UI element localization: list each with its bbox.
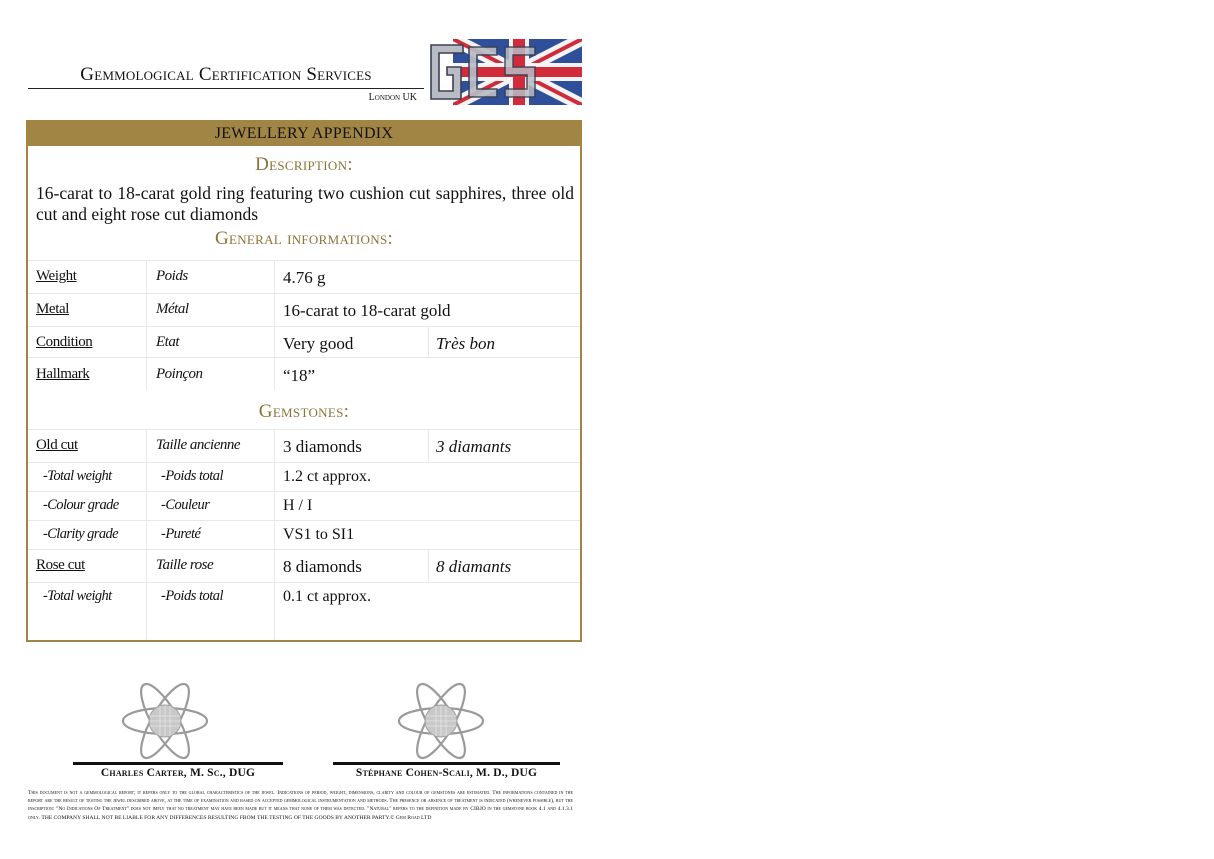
value-fr: 8 diamants: [436, 557, 512, 576]
value: H / I: [283, 497, 313, 514]
label-en: -Clarity grade: [43, 526, 118, 542]
label-fr: Etat: [156, 334, 179, 350]
value: 4.76 g: [283, 268, 326, 287]
header-rule: [28, 88, 424, 89]
jewellery-appendix: [26, 120, 582, 642]
label-fr: Taille ancienne: [156, 437, 241, 453]
label-en: Weight: [36, 268, 77, 284]
label-en: -Total weight: [43, 588, 112, 604]
label-en: Old cut: [36, 437, 78, 453]
signatory-name: Stéphane Cohen-Scali, M. D., DUG: [355, 767, 538, 779]
value: “18”: [283, 366, 316, 385]
label-fr: Taille rose: [156, 557, 214, 573]
signatory-name: Charles Carter, M. Sc., DUG: [100, 767, 256, 779]
signature-line: [73, 762, 283, 765]
label-en: Condition: [36, 334, 93, 350]
company-location: London UK: [368, 92, 417, 103]
label-en: -Colour grade: [43, 497, 119, 513]
value: 16-carat to 18-carat gold: [283, 301, 451, 320]
company-name: Gemmological Certification Services: [80, 64, 372, 85]
label-en: Hallmark: [36, 366, 90, 382]
value: 0.1 ct approx.: [283, 588, 371, 605]
description-text: 16-carat to 18-carat gold ring featuring two cushion cut sapphires, three old cut and eight rose cut diamonds: [36, 183, 574, 224]
label-en: Rose cut: [36, 557, 85, 573]
label-fr: -Pureté: [161, 526, 201, 542]
description-heading: Description:: [255, 154, 353, 175]
value: Very good: [283, 334, 354, 353]
signature-line: [333, 762, 560, 765]
value: VS1 to SI1: [283, 526, 355, 543]
gemstones-heading: Gemstones:: [258, 401, 350, 422]
label-fr: Poids: [156, 268, 188, 284]
gcs-union-jack-logo-icon: [423, 39, 582, 105]
general-informations-heading: General informations:: [214, 228, 394, 249]
label-fr: Poinçon: [156, 366, 203, 382]
label-fr: Métal: [156, 301, 189, 317]
value: 1.2 ct approx.: [283, 468, 371, 485]
value: 8 diamonds: [283, 557, 362, 576]
label-fr: -Poids total: [161, 588, 224, 604]
value-fr: Très bon: [436, 334, 496, 353]
value-fr: 3 diamants: [436, 437, 512, 456]
value: 3 diamonds: [283, 437, 362, 456]
appendix-title: JEWELLERY APPENDIX: [28, 122, 580, 146]
atom-seal-icon: [396, 676, 486, 766]
label-fr: -Poids total: [161, 468, 224, 484]
atom-seal-icon: [120, 676, 210, 766]
label-fr: -Couleur: [161, 497, 210, 513]
label-en: Metal: [36, 301, 69, 317]
label-en: -Total weight: [43, 468, 112, 484]
disclaimer-text: This document is not a gemmological report; it refers only to the global characteristics of the jewel. Indications of period, weight, dimensions, clarity and colour of gemstones are estimated. The informations contained in the report are the result of testing the jewel described above, at the time of examination and based on accepted gemmological instrumentation and methods. The presence or absence of treatment is indicated (whenever possible), but the inscription: "No Indications Of Treatment" does not imply that no treatment may have been made but it means that none of them was detected. "Natural" refers to the definition made by CIBJO in the gemstone book 4.1 and 4.1.3.1 only. THE COMPANY SHALL NOT BE LIABLE FOR ANY DIFFERENCES RESULTING FROM THE TESTING OF THE GOODS BY ANOTHER PARTY.© Gem Road LTD: [28, 790, 573, 821]
